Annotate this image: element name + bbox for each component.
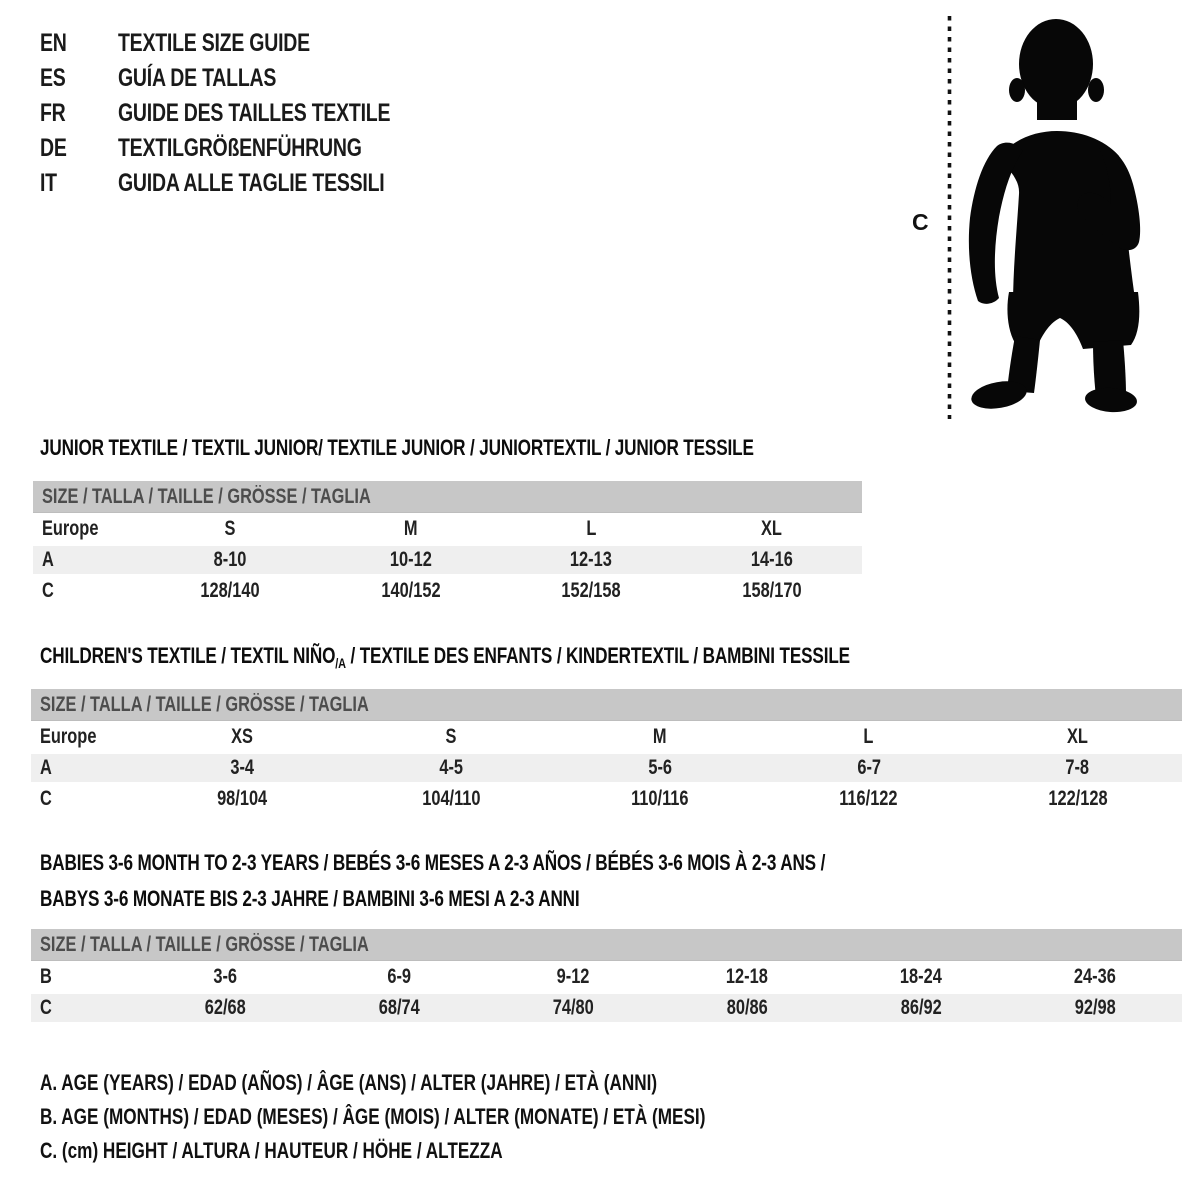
heading-pre: CHILDREN'S TEXTILE / TEXTIL NIÑO <box>40 643 336 668</box>
table-cell: 152/158 <box>561 578 621 602</box>
table-row-height <box>33 575 862 606</box>
row-label: A <box>42 547 54 571</box>
size-header-bar <box>33 481 862 513</box>
table-cell: 3-4 <box>230 755 255 779</box>
table-cell: 80/86 <box>726 995 768 1019</box>
language-code <box>40 134 118 163</box>
section-heading-junior-text: JUNIOR TEXTILE / TEXTIL JUNIOR/ TEXTILE JUNIOR / JUNIORTEXTIL / JUNIOR TESSILE <box>40 435 754 460</box>
language-code-text: EN <box>40 29 67 57</box>
table-cell: XS <box>231 724 254 748</box>
heading-subscript: /A <box>335 655 346 671</box>
row-label: A <box>40 755 52 779</box>
section-heading-babies <box>40 845 1047 917</box>
section-heading-junior <box>40 435 955 461</box>
language-code-text: FR <box>40 99 66 127</box>
language-title-text: GUÍA DE TALLAS <box>118 64 277 92</box>
table-row-height <box>31 783 1182 814</box>
language-title-text: GUIDA ALLE TAGLIE TESSILI <box>118 169 385 197</box>
table-cell: 12-18 <box>726 964 768 988</box>
language-title-text: TEXTILGRÖßENFÜHRUNG <box>118 134 362 162</box>
section-heading-children-text <box>40 643 850 671</box>
language-row-en <box>40 26 467 61</box>
size-header-bar <box>31 929 1182 961</box>
size-header-bar <box>31 689 1182 721</box>
language-row-fr <box>40 96 467 131</box>
table-cell: 62/68 <box>204 995 246 1019</box>
language-title <box>118 99 467 128</box>
table-cell: XL <box>761 516 783 540</box>
legend-line-b: B. AGE (MONTHS) / EDAD (MESES) / ÂGE (MOIS) / ALTER (MONATE) / ETÀ (MESI) <box>40 1104 706 1129</box>
table-cell: L <box>863 724 874 748</box>
table-cell: 24-36 <box>1074 964 1116 988</box>
table-row-age <box>33 544 862 575</box>
heading-post: / TEXTILE DES ENFANTS / KINDERTEXTIL / BAMBINI TESSILE <box>345 643 850 668</box>
table-cell: 74/80 <box>552 995 594 1019</box>
table-cell: XL <box>1067 724 1089 748</box>
language-code-text: ES <box>40 64 66 92</box>
table-row-age <box>31 752 1182 783</box>
language-title-text: TEXTILE SIZE GUIDE <box>118 29 310 57</box>
size-header-text: SIZE / TALLA / TAILLE / GRÖSSE / TAGLIA <box>42 484 371 508</box>
table-cell: 8-10 <box>213 547 247 571</box>
babies-heading-line1: BABIES 3-6 MONTH TO 2-3 YEARS / BEBÉS 3-6 MESES A 2-3 AÑOS / BÉBÉS 3-6 MOIS À 2-3 ANS / <box>40 850 826 875</box>
table-cell: 98/104 <box>217 786 268 810</box>
table-cell: 116/122 <box>839 786 898 810</box>
language-title <box>118 64 321 93</box>
table-cell: 4-5 <box>439 755 464 779</box>
table-cell: 14-16 <box>750 547 793 571</box>
table-cell: 110/116 <box>631 786 689 810</box>
table-cell: 6-7 <box>856 755 881 779</box>
table-row-europe <box>31 721 1182 752</box>
table-cell: S <box>445 724 457 748</box>
size-header-text: SIZE / TALLA / TAILLE / GRÖSSE / TAGLIA <box>40 932 369 956</box>
table-cell: 18-24 <box>900 964 942 988</box>
table-cell: 140/152 <box>381 578 441 602</box>
table-cell: 9-12 <box>556 964 590 988</box>
language-row-de <box>40 131 467 166</box>
table-cell: 158/170 <box>742 578 802 602</box>
table-cell: S <box>224 516 236 540</box>
language-title <box>118 169 460 198</box>
language-row-it <box>40 166 467 201</box>
table-cell: 104/110 <box>422 786 481 810</box>
table-cell: 92/98 <box>1074 995 1116 1019</box>
table-cell: 7-8 <box>1065 755 1090 779</box>
language-row-es <box>40 61 467 96</box>
language-code <box>40 64 118 93</box>
table-cell: 5-6 <box>648 755 672 779</box>
babies-size-table <box>31 929 1182 1023</box>
children-size-table <box>31 689 1182 814</box>
table-cell: M <box>403 516 418 540</box>
baby-silhouette-figure <box>900 0 1200 430</box>
table-cell: M <box>653 724 667 748</box>
row-label: C <box>42 578 54 602</box>
table-cell: L <box>586 516 597 540</box>
junior-size-table <box>33 481 862 606</box>
row-label: Europe <box>42 516 99 540</box>
figure-label-c: C <box>912 209 929 235</box>
language-title <box>118 29 364 58</box>
size-header-text: SIZE / TALLA / TAILLE / GRÖSSE / TAGLIA <box>40 692 369 716</box>
language-title-text: GUIDE DES TAILLES TEXTILE <box>118 99 391 127</box>
section-heading-children <box>40 643 1078 671</box>
table-row-height <box>31 992 1182 1023</box>
babies-heading-line2: BABYS 3-6 MONATE BIS 2-3 JAHRE / BAMBINI 3-6 MESI A 2-3 ANNI <box>40 886 580 911</box>
table-row-europe <box>33 513 862 544</box>
language-code <box>40 99 118 128</box>
legend-line-a: A. AGE (YEARS) / EDAD (AÑOS) / ÂGE (ANS) / ALTER (JAHRE) / ETÀ (ANNI) <box>40 1070 658 1095</box>
language-list <box>40 26 467 201</box>
table-cell: 128/140 <box>200 578 260 602</box>
table-cell: 12-13 <box>570 547 613 571</box>
legend <box>40 1066 893 1168</box>
language-code <box>40 169 118 198</box>
language-code-text: IT <box>40 169 57 197</box>
baby-silhouette <box>969 19 1140 414</box>
row-label: C <box>40 995 52 1019</box>
table-cell: 68/74 <box>378 995 420 1019</box>
language-code-text: DE <box>40 134 67 162</box>
row-label: Europe <box>40 724 97 748</box>
table-cell: 122/128 <box>1047 786 1108 810</box>
table-row-age-months <box>31 961 1182 992</box>
table-cell: 10-12 <box>389 547 432 571</box>
row-label: B <box>40 964 52 988</box>
legend-line-c: C. (cm) HEIGHT / ALTURA / HAUTEUR / HÖHE / ALTEZZA <box>40 1138 503 1163</box>
table-cell: 86/92 <box>900 995 942 1019</box>
table-cell: 6-9 <box>387 964 411 988</box>
table-cell: 3-6 <box>213 964 237 988</box>
language-title <box>118 134 430 163</box>
language-code <box>40 29 118 58</box>
row-label: C <box>40 786 52 810</box>
